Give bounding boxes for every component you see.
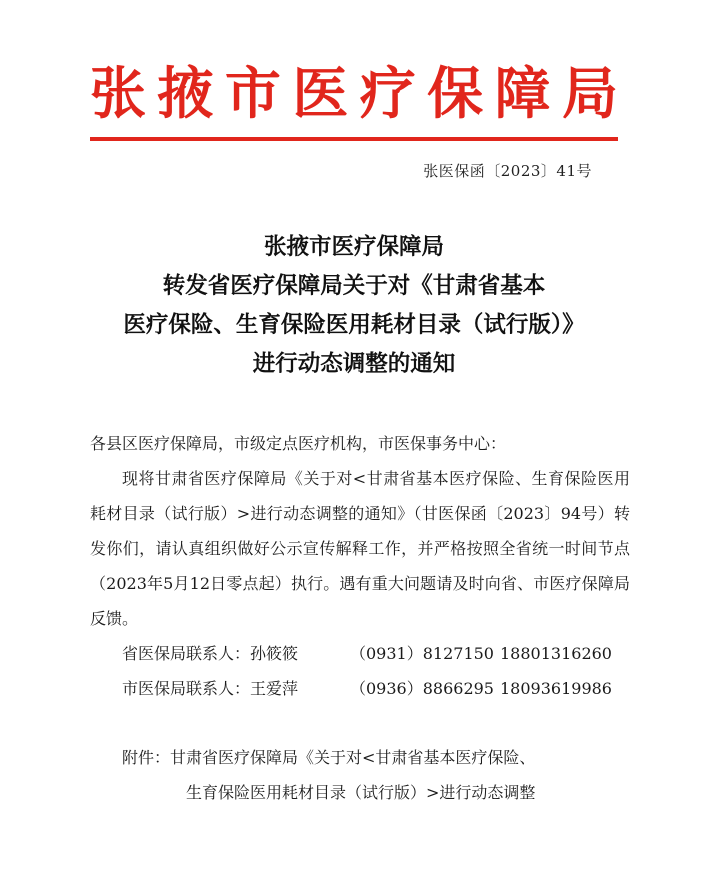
contact-row — [90, 636, 630, 671]
red-divider-line — [90, 137, 618, 141]
document-number: 张医保函〔2023〕41号 — [423, 162, 592, 180]
contact-name: 孙筱筱 — [250, 644, 299, 663]
contact-mobile: 18801316260 — [500, 644, 612, 663]
masthead-char: 障 — [494, 62, 551, 127]
salutation: 各县区医疗保障局，市级定点医疗机构，市医保事务中心： — [90, 434, 507, 453]
title-line: 进行动态调整的通知 — [252, 351, 456, 377]
contact-phone: （0931）8127150 — [350, 644, 494, 663]
title-line: 张掖市医疗保障局 — [263, 234, 444, 260]
masthead-char: 市 — [224, 62, 281, 127]
body-paragraph: 现将甘肃省医疗保障局《关于对<甘肃省基本医疗保险、生育保险医用耗材目录（试行版）>进行动态调整的通知》（甘医保函〔2023〕94号）转发你们，请认真组织做好公示宣传解释工作，并严格按照全省统一时间节点（2023年5月12日零点起）执行。遇有重大问题请及时向省、市医疗保障局反馈。 — [90, 469, 630, 628]
attachment-line: 附件：甘肃省医疗保障局《关于对<甘肃省基本医疗保险、 — [122, 748, 536, 767]
contact-name: 王爱萍 — [250, 679, 299, 698]
title-line: 转发省医疗保障局关于对《甘肃省基本 — [162, 273, 546, 299]
masthead-char: 局 — [561, 62, 618, 127]
document-title — [60, 228, 648, 384]
masthead-title — [90, 62, 618, 128]
masthead-char: 掖 — [157, 62, 214, 127]
contact-label: 市医保局联系人： — [122, 679, 251, 698]
contact-label: 省医保局联系人： — [122, 644, 251, 663]
contact-phone: （0936）8866295 — [350, 679, 494, 698]
document-body — [90, 426, 630, 810]
title-line: 医疗保险、生育保险医用耗材目录（试行版）》 — [123, 312, 585, 338]
masthead-char: 保 — [427, 62, 484, 127]
contact-row — [90, 671, 630, 706]
contact-mobile: 18093619986 — [500, 679, 612, 698]
masthead-char: 医 — [292, 62, 349, 127]
masthead-char: 张 — [90, 62, 146, 127]
attachment-note — [90, 740, 630, 810]
masthead-char: 疗 — [359, 62, 416, 127]
attachment-line: 生育保险医用耗材目录（试行版）>进行动态调整 — [186, 783, 536, 802]
